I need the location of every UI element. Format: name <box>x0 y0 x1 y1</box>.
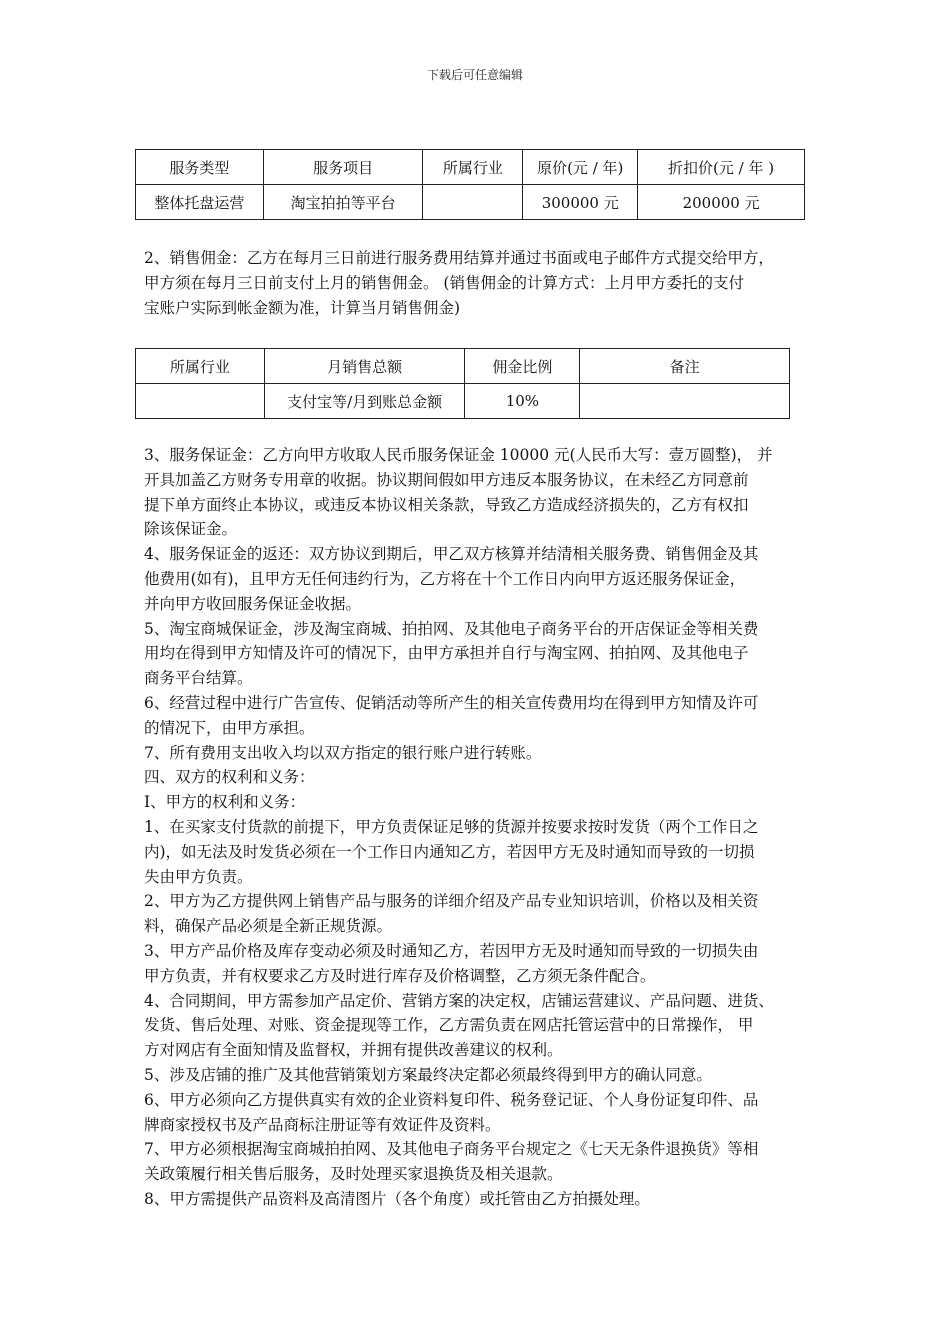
text-line: 开具加盖乙方财务专用章的收据。协议期间假如甲方违反本服务协议，在未经乙方同意前 <box>144 470 749 489</box>
table-cell: 300000 元 <box>523 185 638 220</box>
table-cell: 淘宝拍拍等平台 <box>263 185 423 220</box>
commission-table <box>135 348 790 419</box>
text-line: 5、涉及店铺的推广及其他营销策划方案最终决定都必须最终得到甲方的确认同意。 <box>144 1065 712 1084</box>
text-line: 2、销售佣金：乙方在每月三日前进行服务费用结算并通过书面或电子邮件方式提交给甲方， <box>144 249 774 267</box>
text-line: 失由甲方负责。 <box>144 867 253 886</box>
service-price-table <box>135 149 805 220</box>
text-line: 他费用(如有)，且甲方无任何违约行为，乙方将在十个工作日内向甲方返还服务保证金， <box>144 569 746 588</box>
text-line: 四、双方的权利和义务： <box>144 768 315 787</box>
table-header-row <box>136 349 790 384</box>
table-header-row <box>136 150 805 185</box>
header-cell: 佣金比例 <box>465 349 580 384</box>
text-line: 并向甲方收回服务保证金收据。 <box>144 594 362 613</box>
text-line: 关政策履行相关售后服务，及时处理买家退换货及相关退款。 <box>144 1165 563 1184</box>
table-row <box>136 384 790 419</box>
text-line: 8、甲方需提供产品资料及高清图片（各个角度）或托管由乙方拍摄处理。 <box>144 1189 650 1208</box>
table-cell: 整体托盘运营 <box>136 185 264 220</box>
text-line: 6、经营过程中进行广告宣传、促销活动等所产生的相关宣传费用均在得到甲方知情及许可 <box>144 693 759 712</box>
table-cell <box>580 384 790 419</box>
text-line: 2、甲方为乙方提供网上销售产品与服务的详细介绍及产品专业知识培训，价格以及相关资 <box>144 892 759 911</box>
text-line: 内)，如无法及时发货必须在一个工作日内通知乙方，若因甲方无及时通知而导致的一切损 <box>144 842 755 861</box>
header-cell: 折扣价(元 / 年 ) <box>638 150 805 185</box>
text-line: 7、所有费用支出收入均以双方指定的银行账户进行转账。 <box>144 743 542 762</box>
text-line: I、甲方的权利和义务： <box>144 793 306 812</box>
text-line: 5、淘宝商城保证金，涉及淘宝商城、拍拍网、及其他电子商务平台的开店保证金等相关费 <box>144 619 759 638</box>
text-line: 甲方负责，并有权要求乙方及时进行库存及价格调整，乙方须无条件配合。 <box>144 966 656 985</box>
text-line: 方对网店有全面知情及监督权，并拥有提供改善建议的权利。 <box>144 1041 563 1060</box>
header-cell: 所属行业 <box>423 150 523 185</box>
page-header: 下载后可任意编辑 <box>426 68 523 82</box>
text-line: 3、甲方产品价格及库存变动必须及时通知乙方，若因甲方无及时通知而导致的一切损失由 <box>144 941 759 960</box>
text-line: 除该保证金。 <box>144 520 238 539</box>
text-line: 提下单方面终止本协议，或违反本协议相关条款，导致乙方造成经济损失的，乙方有权扣 <box>144 495 749 514</box>
header-cell: 所属行业 <box>136 349 265 384</box>
text-line: 1、在买家支付货款的前提下，甲方负责保证足够的货源并按要求按时发货（两个工作日之 <box>144 817 759 836</box>
text-line: 发货、售后处理、对账、资金提现等工作，乙方需负责在网店托管运营中的日常操作， 甲 <box>144 1016 754 1035</box>
text-line: 用均在得到甲方知情及许可的情况下，由甲方承担并自行与淘宝网、拍拍网、及其他电子 <box>144 644 749 663</box>
text-line: 6、甲方必须向乙方提供真实有效的企业资料复印件、税务登记证、个人身份证复印件、品 <box>144 1090 759 1109</box>
header-cell: 备注 <box>580 349 790 384</box>
text-line: 商务平台结算。 <box>144 669 253 688</box>
header-cell: 月销售总额 <box>264 349 465 384</box>
contract-body <box>144 443 824 1212</box>
text-line: 宝账户实际到帐金额为准，计算当月销售佣金) <box>144 299 461 317</box>
table-cell <box>423 185 523 220</box>
text-line: 4、合同期间，甲方需参加产品定价、营销方案的决定权，店铺运营建议、产品问题、进货、 <box>144 991 774 1010</box>
header-cell: 原价(元 / 年) <box>523 150 638 185</box>
text-line: 甲方须在每月三日前支付上月的销售佣金。 (销售佣金的计算方式：上月甲方委托的支付 <box>144 274 744 292</box>
commission-paragraph <box>144 246 824 321</box>
text-line: 4、服务保证金的返还：双方协议到期后，甲乙双方核算并结清相关服务费、销售佣金及其 <box>144 545 759 564</box>
header-cell: 服务项目 <box>263 150 423 185</box>
table-cell: 支付宝等/月到账总金额 <box>264 384 465 419</box>
text-line: 7、甲方必须根据淘宝商城拍拍网、及其他电子商务平台规定之《七天无条件退换货》等相 <box>144 1140 759 1159</box>
text-line: 牌商家授权书及产品商标注册证等有效证件及资料。 <box>144 1115 501 1134</box>
table-row <box>136 185 805 220</box>
table-cell: 200000 元 <box>638 185 805 220</box>
table-cell <box>136 384 265 419</box>
text-line: 的情况下，由甲方承担。 <box>144 718 315 737</box>
table-cell: 10% <box>465 384 580 419</box>
header-cell: 服务类型 <box>136 150 264 185</box>
text-line: 3、服务保证金：乙方向甲方收取人民币服务保证金 10000 元(人民币大写：壹万圆整)， 并 <box>144 446 773 464</box>
text-line: 料，确保产品必须是全新正规货源。 <box>144 917 393 936</box>
